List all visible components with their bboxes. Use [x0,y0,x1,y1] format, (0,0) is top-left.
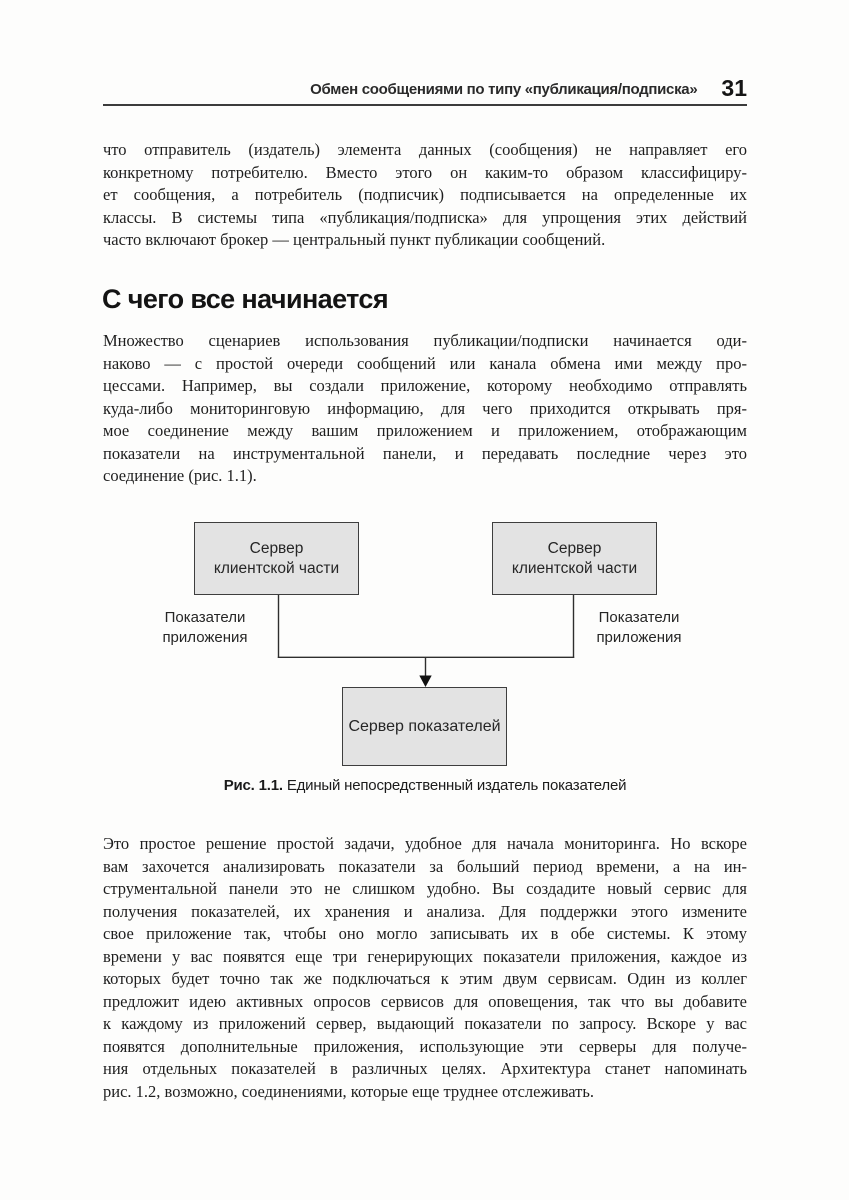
text-line: конкретному потребителю. Вместо этого он каким-то образом классифициру- [103,162,747,182]
text-line: наково — с простой очереди сообщений или канала обмена ими между про- [103,353,747,373]
edge-label-left [149,608,261,648]
text-line: времени у вас появятся еще три генерирующих показатели приложения, каждое из [103,946,747,966]
closing-paragraph [103,833,747,1103]
figure-caption-label: Рис. 1.1. [223,777,283,794]
text-line: рис. 1.2, возможно, соединениями, которые еще труднее отслеживать. [103,1081,595,1101]
edge-label-line: Показатели [164,609,246,626]
arrowhead-icon [419,676,431,688]
figure-caption-text: Единый непосредственный издатель показателей [286,777,627,794]
section-heading: С чего все начинается [102,284,388,314]
text-line: Множество сценариев использования публикации/подписки начинается оди- [103,331,747,350]
text-line: Это простое решение простой задачи, удобное для начала мониторинга. Но вскоре [103,834,747,853]
client-server-box-left [194,522,359,595]
text-line: ет сообщения, а потребитель (подписчик) подписывается на определенные их [103,185,747,204]
text-line: предложит идею активных опросов сервисов для оповещения, так что вы добавите [103,991,747,1011]
edge-label-line: приложения [162,629,248,646]
text-line: классы. В системы типа «публикация/подписка» для упрощения этих действий [103,207,747,227]
text-line: мое соединение между вашим приложением и приложением, отображающим [103,421,747,440]
text-line: получения показателей, их хранения и анализа. Для поддержки этого измените [103,901,747,921]
running-head [103,72,747,100]
header-rule [103,104,747,106]
text-line: часто включают брокер — центральный пункт публикации сообщений. [103,230,606,249]
box-label-line: клиентской части [511,559,638,577]
figure-1-1 [0,518,849,780]
text-line: свое приложение так, чтобы оно могло записывать их в обе системы. К этому [103,924,747,943]
text-line: струментальной панели это не слишком удобно. Вы создадите новый сервис для [103,879,747,898]
text-line: цессами. Например, вы создали приложение, которому необходимо отправлять [103,376,747,395]
metrics-server-box [342,687,507,766]
edge-label-line: приложения [596,629,682,646]
text-line: показатели на инструментальной панели, и передавать последние через это [103,443,747,463]
client-server-box-right [492,522,657,595]
text-line: соединение (рис. 1.1). [103,466,257,485]
box-label-line: Сервер показателей [348,717,501,735]
scenario-paragraph [103,330,747,488]
text-line: вам захочется анализировать показатели за больший период времени, а на ин- [103,856,747,876]
box-label-line: клиентской части [213,559,340,577]
edge-label-line: Показатели [598,609,680,626]
text-line: появятся дополнительные приложения, использующие эти серверы для получе- [103,1036,747,1056]
intro-paragraph [103,139,747,252]
figure-caption [103,777,747,794]
running-head-title: Обмен сообщениями по типу «публикация/подписка» [310,81,698,98]
text-line: что отправитель (издатель) элемента данных (сообщения) не направляет его [103,140,747,159]
text-line: ния отдельных показателей в различных целях. Архитектура станет напоминать [103,1059,747,1078]
box-label-line: Сервер [249,539,304,557]
box-label-line: Сервер [547,539,602,557]
text-line: к каждому из приложений сервер, выдающий показатели по запросу. Вскоре у вас [103,1014,747,1033]
text-line: которых будет точно так же подключаться к этим двум сервисам. Один из коллег [103,969,747,988]
page-number: 31 [721,75,747,101]
text-line: куда-либо мониторинговую информацию, для чего приходится открывать пря- [103,398,747,418]
edge-label-right [583,608,695,648]
